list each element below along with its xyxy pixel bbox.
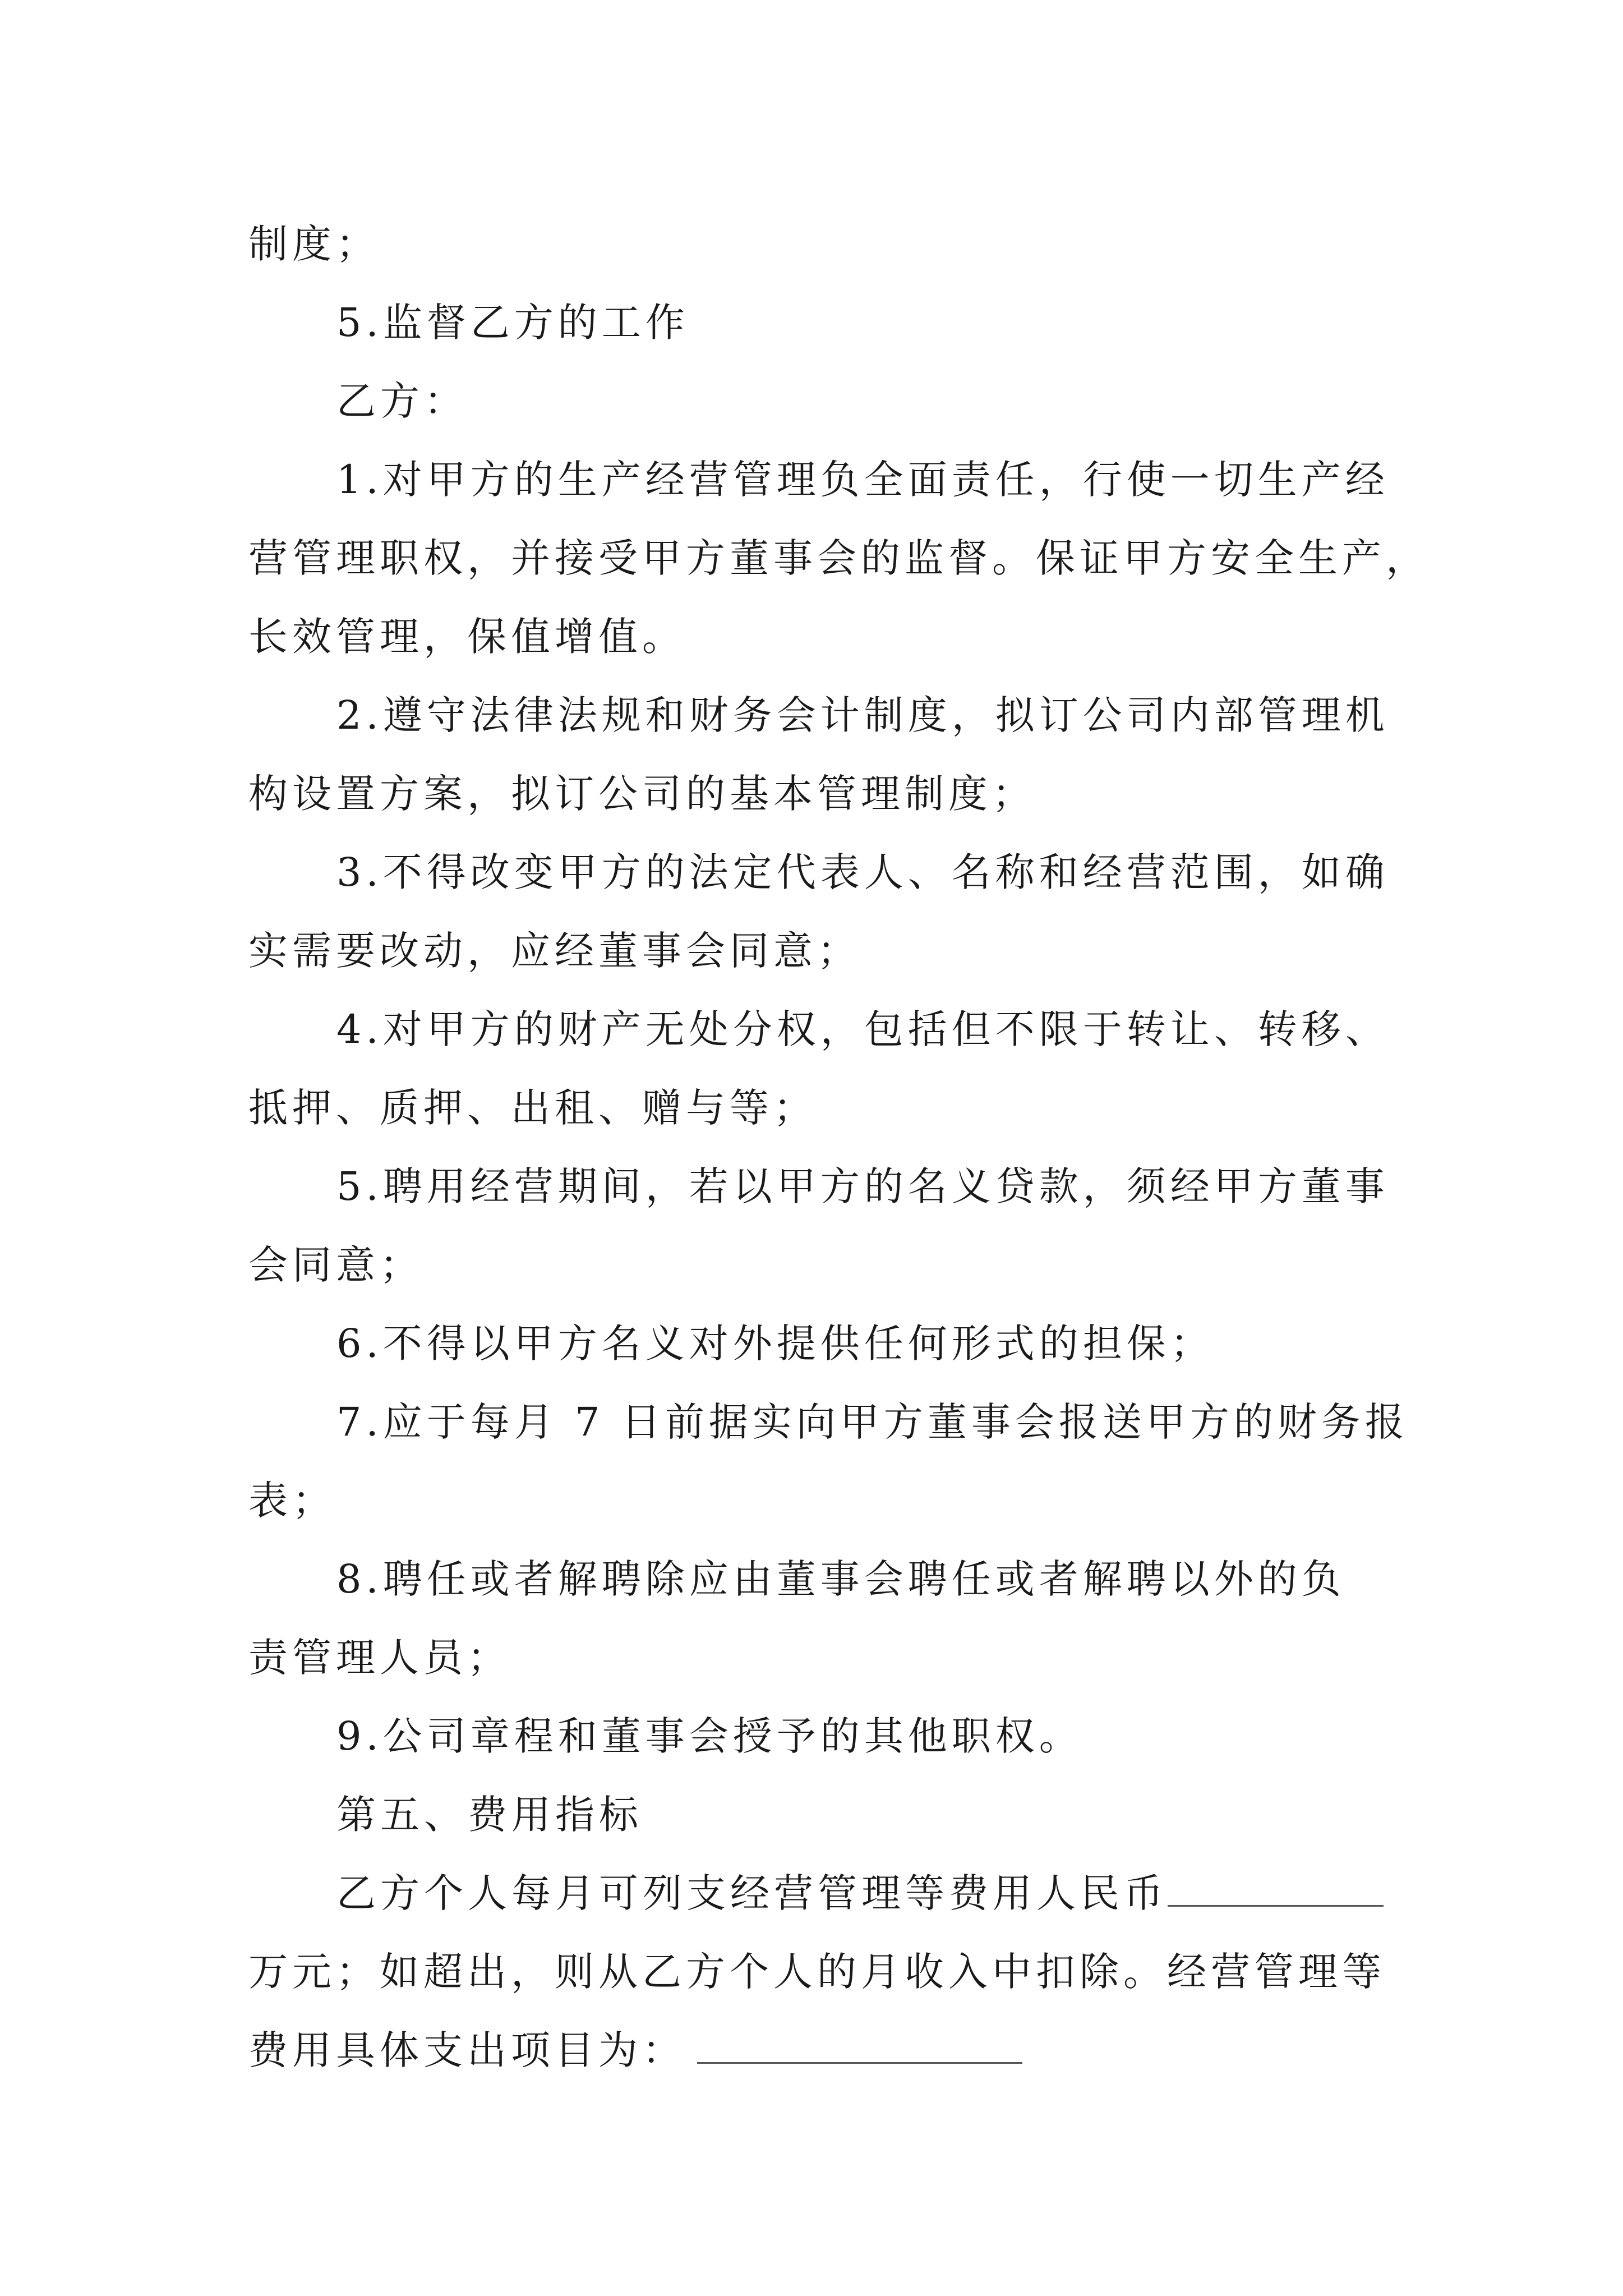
paragraph-line: 表； <box>248 1478 336 1524</box>
fill-in-blank-amount <box>1168 1869 1384 1907</box>
paragraph-line: 8.聘任或者解聘除应由董事会聘任或者解聘以外的负 <box>336 1556 1345 1602</box>
paragraph-line: 会同意； <box>248 1242 423 1288</box>
paragraph-line: 5.聘用经营期间，若以甲方的名义贷款，须经甲方董事 <box>336 1163 1389 1209</box>
paragraph-line <box>336 1865 1384 1921</box>
paragraph-line <box>248 2022 1022 2078</box>
paragraph-line: 营管理职权，并接受甲方董事会的监督。保证甲方安全生产， <box>248 535 1430 581</box>
paragraph-line: 9.公司章程和董事会授予的其他职权。 <box>336 1713 1083 1759</box>
paragraph-line: 制度； <box>248 221 380 267</box>
paragraph-line: 抵押、质押、出租、赠与等； <box>248 1085 817 1131</box>
paragraph-line: 乙方： <box>336 378 468 424</box>
paragraph-line: 3.不得改变甲方的法定代表人、名称和经营范围，如确 <box>336 849 1389 895</box>
paragraph-line: 长效管理，保值增值。 <box>248 614 686 660</box>
paragraph-line: 2.遵守法律法规和财务会计制度，拟订公司内部管理机 <box>336 692 1389 738</box>
fill-in-blank-items <box>697 2026 1022 2064</box>
paragraph-text: 费用具体支出项目为： <box>248 2027 686 2073</box>
paragraph-line: 6.不得以甲方名义对外提供任何形式的担保； <box>336 1320 1214 1366</box>
paragraph-line: 构设置方案，拟订公司的基本管理制度； <box>248 771 1036 817</box>
paragraph-line: 万元；如超出，则从乙方个人的月收入中扣除。经营管理等 <box>248 1949 1386 1995</box>
paragraph-line: 5.监督乙方的工作 <box>336 300 689 346</box>
paragraph-line: 7.应于每月 7 日前据实向甲方董事会报送甲方的财务报 <box>336 1399 1409 1445</box>
section-heading: 第五、费用指标 <box>336 1792 643 1838</box>
paragraph-line: 4.对甲方的财产无处分权，包括但不限于转让、转移、 <box>336 1006 1389 1052</box>
paragraph-line: 责管理人员； <box>248 1635 511 1681</box>
paragraph-line: 实需要改动，应经董事会同意； <box>248 928 861 974</box>
paragraph-text: 乙方个人每月可列支经营管理等费用人民币 <box>336 1870 1168 1916</box>
paragraph-line: 1.对甲方的生产经营管理负全面责任，行使一切生产经 <box>336 457 1389 503</box>
